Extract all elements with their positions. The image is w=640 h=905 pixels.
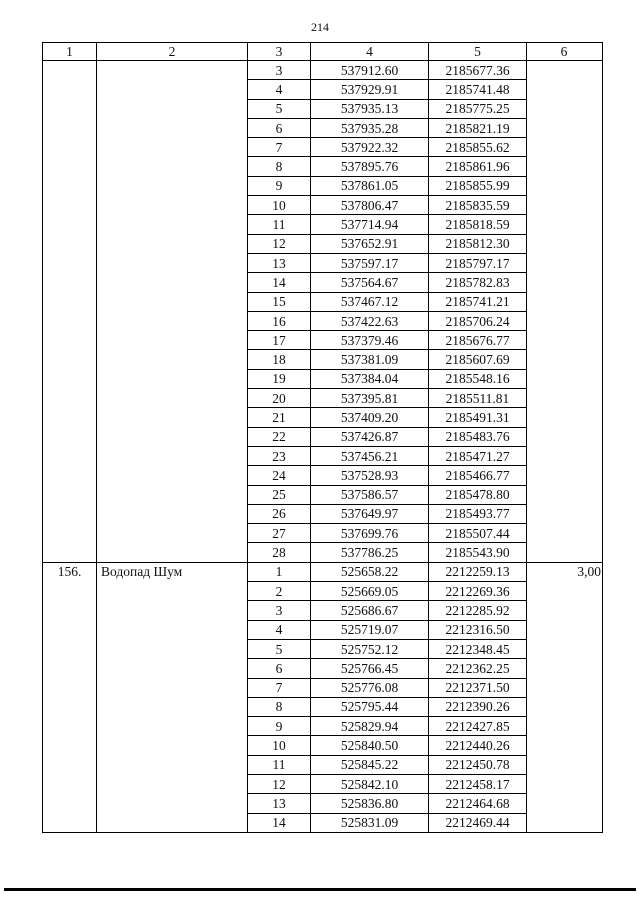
coord-x: 525669.05 <box>311 582 429 601</box>
coord-x: 525829.94 <box>311 717 429 736</box>
point-number: 14 <box>248 273 311 292</box>
point-number: 1 <box>248 562 311 581</box>
coord-y: 2185818.59 <box>429 215 527 234</box>
coord-y: 2185493.77 <box>429 504 527 523</box>
point-number: 3 <box>248 601 311 620</box>
coord-x: 525719.07 <box>311 620 429 639</box>
point-number: 5 <box>248 639 311 658</box>
coord-x: 537467.12 <box>311 292 429 311</box>
coord-y: 2212269.36 <box>429 582 527 601</box>
point-number: 11 <box>248 755 311 774</box>
header-col-4: 4 <box>311 43 429 61</box>
coord-y: 2212259.13 <box>429 562 527 581</box>
coord-x: 525845.22 <box>311 755 429 774</box>
coord-x: 525840.50 <box>311 736 429 755</box>
point-number: 11 <box>248 215 311 234</box>
point-number: 17 <box>248 331 311 350</box>
coord-x: 537379.46 <box>311 331 429 350</box>
coord-y: 2185548.16 <box>429 369 527 388</box>
point-number: 23 <box>248 446 311 465</box>
point-number: 26 <box>248 504 311 523</box>
coord-y: 2185483.76 <box>429 427 527 446</box>
object-area: 3,00 <box>527 562 603 832</box>
coord-y: 2212316.50 <box>429 620 527 639</box>
coord-x: 525658.22 <box>311 562 429 581</box>
point-number: 8 <box>248 697 311 716</box>
coord-x: 525752.12 <box>311 639 429 658</box>
coord-y: 2185741.48 <box>429 80 527 99</box>
object-number: 156. <box>43 562 97 832</box>
coord-y: 2212469.44 <box>429 813 527 832</box>
coord-y: 2212285.92 <box>429 601 527 620</box>
point-number: 12 <box>248 774 311 793</box>
header-col-2: 2 <box>97 43 248 61</box>
header-row <box>43 43 603 61</box>
point-number: 9 <box>248 717 311 736</box>
point-number: 7 <box>248 678 311 697</box>
coord-y: 2185466.77 <box>429 466 527 485</box>
object-name: Водопад Шум <box>97 562 248 832</box>
coord-x: 525686.67 <box>311 601 429 620</box>
point-number: 8 <box>248 157 311 176</box>
coord-x: 537935.13 <box>311 99 429 118</box>
coord-y: 2212390.26 <box>429 697 527 716</box>
point-number: 10 <box>248 196 311 215</box>
point-number: 16 <box>248 311 311 330</box>
coord-y: 2185471.27 <box>429 446 527 465</box>
point-number: 4 <box>248 80 311 99</box>
coord-y: 2212348.45 <box>429 639 527 658</box>
coord-y: 2185543.90 <box>429 543 527 562</box>
coordinates-table <box>42 42 603 833</box>
point-number: 4 <box>248 620 311 639</box>
bottom-rule <box>4 888 636 891</box>
coord-y: 2212464.68 <box>429 794 527 813</box>
point-number: 3 <box>248 61 311 80</box>
coord-y: 2212427.85 <box>429 717 527 736</box>
object-area <box>527 61 603 563</box>
coord-y: 2212362.25 <box>429 659 527 678</box>
coord-y: 2185706.24 <box>429 311 527 330</box>
coord-y: 2185797.17 <box>429 253 527 272</box>
coord-x: 537649.97 <box>311 504 429 523</box>
point-number: 5 <box>248 99 311 118</box>
point-number: 9 <box>248 176 311 195</box>
coord-x: 537381.09 <box>311 350 429 369</box>
coord-x: 537935.28 <box>311 118 429 137</box>
point-number: 27 <box>248 524 311 543</box>
point-number: 7 <box>248 138 311 157</box>
coord-y: 2185835.59 <box>429 196 527 215</box>
table-body <box>43 43 603 833</box>
point-number: 28 <box>248 543 311 562</box>
coord-x: 537895.76 <box>311 157 429 176</box>
point-number: 14 <box>248 813 311 832</box>
point-number: 25 <box>248 485 311 504</box>
point-number: 21 <box>248 408 311 427</box>
coord-y: 2212440.26 <box>429 736 527 755</box>
coord-x: 525836.80 <box>311 794 429 813</box>
coord-y: 2185775.25 <box>429 99 527 118</box>
point-number: 24 <box>248 466 311 485</box>
table-row <box>43 562 603 581</box>
coord-y: 2185511.81 <box>429 389 527 408</box>
coord-x: 525776.08 <box>311 678 429 697</box>
coord-y: 2185782.83 <box>429 273 527 292</box>
coord-y: 2185821.19 <box>429 118 527 137</box>
point-number: 22 <box>248 427 311 446</box>
point-number: 15 <box>248 292 311 311</box>
point-number: 19 <box>248 369 311 388</box>
coord-x: 537714.94 <box>311 215 429 234</box>
coord-x: 537861.05 <box>311 176 429 195</box>
point-number: 18 <box>248 350 311 369</box>
coord-x: 537597.17 <box>311 253 429 272</box>
header-col-3: 3 <box>248 43 311 61</box>
coord-x: 537395.81 <box>311 389 429 408</box>
coord-x: 537929.91 <box>311 80 429 99</box>
coord-x: 537384.04 <box>311 369 429 388</box>
coord-y: 2185677.36 <box>429 61 527 80</box>
coord-x: 537806.47 <box>311 196 429 215</box>
coord-x: 537456.21 <box>311 446 429 465</box>
table-row <box>43 61 603 80</box>
coord-x: 537528.93 <box>311 466 429 485</box>
coord-x: 537409.20 <box>311 408 429 427</box>
coord-x: 537652.91 <box>311 234 429 253</box>
coord-x: 537564.67 <box>311 273 429 292</box>
object-name <box>97 61 248 563</box>
point-number: 6 <box>248 118 311 137</box>
point-number: 10 <box>248 736 311 755</box>
coord-x: 525795.44 <box>311 697 429 716</box>
coord-y: 2212458.17 <box>429 774 527 793</box>
coord-y: 2212371.50 <box>429 678 527 697</box>
coord-y: 2185855.62 <box>429 138 527 157</box>
object-number <box>43 61 97 563</box>
coord-x: 525766.45 <box>311 659 429 678</box>
header-col-5: 5 <box>429 43 527 61</box>
coord-x: 537422.63 <box>311 311 429 330</box>
coord-x: 525831.09 <box>311 813 429 832</box>
coord-y: 2212450.78 <box>429 755 527 774</box>
point-number: 2 <box>248 582 311 601</box>
coord-y: 2185812.30 <box>429 234 527 253</box>
coord-y: 2185676.77 <box>429 331 527 350</box>
point-number: 12 <box>248 234 311 253</box>
point-number: 20 <box>248 389 311 408</box>
coord-x: 537699.76 <box>311 524 429 543</box>
coord-y: 2185491.31 <box>429 408 527 427</box>
coord-y: 2185855.99 <box>429 176 527 195</box>
header-col-1: 1 <box>43 43 97 61</box>
coord-x: 537586.57 <box>311 485 429 504</box>
coord-x: 537922.32 <box>311 138 429 157</box>
coord-y: 2185741.21 <box>429 292 527 311</box>
point-number: 13 <box>248 794 311 813</box>
point-number: 13 <box>248 253 311 272</box>
coord-x: 537426.87 <box>311 427 429 446</box>
coord-y: 2185507.44 <box>429 524 527 543</box>
coord-y: 2185607.69 <box>429 350 527 369</box>
header-col-6: 6 <box>527 43 603 61</box>
coord-y: 2185478.80 <box>429 485 527 504</box>
coord-x: 537912.60 <box>311 61 429 80</box>
point-number: 6 <box>248 659 311 678</box>
coord-x: 537786.25 <box>311 543 429 562</box>
coord-y: 2185861.96 <box>429 157 527 176</box>
page-number: 214 <box>311 20 329 34</box>
coord-x: 525842.10 <box>311 774 429 793</box>
